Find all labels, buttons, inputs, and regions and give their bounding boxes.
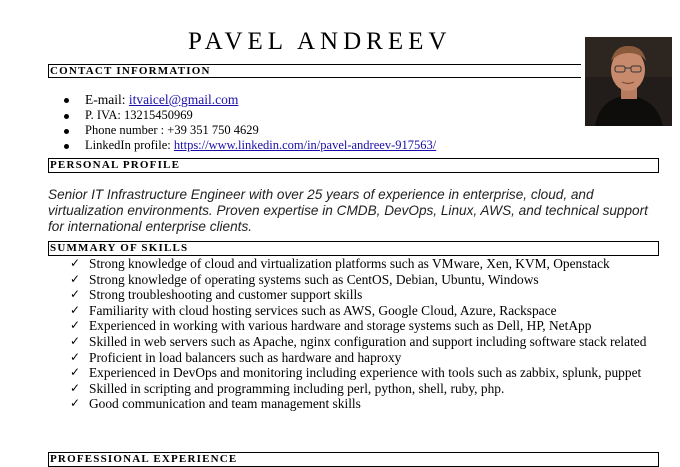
skill-item (48, 365, 663, 381)
profile-section-header: PERSONAL PROFILE (48, 158, 659, 173)
contact-email-item (48, 92, 436, 108)
check-icon: ✓ (70, 287, 81, 302)
linkedin-label: LinkedIn profile: (85, 138, 174, 152)
check-icon: ✓ (70, 302, 81, 317)
skill-text: Good communication and team management skills (89, 396, 361, 412)
contact-phone-item: Phone number : +39 351 750 4629 (48, 123, 436, 138)
check-icon: ✓ (70, 256, 81, 270)
profile-photo (585, 37, 672, 126)
skill-item (48, 303, 663, 319)
check-icon: ✓ (70, 318, 81, 333)
skill-text: Strong knowledge of cloud and virtualization platforms such as VMware, Xen, KVM, Openstack (89, 256, 610, 271)
contact-linkedin-item (48, 138, 436, 153)
contact-list (48, 92, 436, 153)
check-icon: ✓ (70, 380, 81, 395)
skill-item (48, 334, 663, 350)
skill-text: Strong knowledge of operating systems such as CentOS, Debian, Ubuntu, Windows (89, 271, 539, 287)
skill-item (48, 256, 663, 272)
contact-header-rule (48, 77, 581, 78)
profile-summary: Senior IT Infrastructure Engineer with over 25 years of experience in enterprise, cloud, and virtualization environments. Proven expertise in CMDB, DevOps, Linux, AWS, and technical support for international enterprise clients. (48, 187, 648, 234)
skill-item (48, 318, 663, 334)
skill-item (48, 272, 663, 288)
check-icon: ✓ (70, 396, 81, 411)
check-icon: ✓ (70, 349, 81, 364)
skill-text: Experienced in working with various hardware and storage systems such as Dell, HP, NetApp (89, 318, 592, 334)
check-icon: ✓ (70, 271, 81, 286)
skill-text: Skilled in web servers such as Apache, nginx configuration and support including software stack related (89, 333, 647, 349)
skill-text: Experienced in DevOps and monitoring including experience with tools such as zabbix, splunk, puppet (89, 365, 642, 381)
skill-item (48, 396, 663, 412)
check-icon: ✓ (70, 365, 81, 380)
email-label: E-mail: (85, 92, 129, 107)
linkedin-link[interactable]: https://www.linkedin.com/in/pavel-andreev-917563/ (173, 138, 437, 152)
portrait-image (585, 37, 672, 126)
resume-name: PAVEL ANDREEV (188, 28, 452, 55)
experience-section-header: PROFESSIONAL EXPERIENCE (48, 452, 659, 467)
email-link[interactable]: itvaicel@gmail.com (128, 92, 239, 107)
check-icon: ✓ (70, 333, 81, 348)
contact-section-header: CONTACT INFORMATION (48, 64, 581, 78)
skill-item (48, 381, 663, 397)
skill-item (48, 350, 663, 366)
skill-item (48, 287, 663, 303)
contact-piva-item: P. IVA: 13215450969 (48, 108, 436, 123)
skill-text: Familiarity with cloud hosting services such as AWS, Google Cloud, Azure, Rackspace (89, 302, 557, 318)
skill-text: Proficient in load balancers such as hardware and haproxy (89, 349, 402, 365)
skill-text: Skilled in scripting and programming including perl, python, shell, ruby, php. (89, 380, 505, 396)
skills-list (48, 256, 663, 412)
skills-section-header: SUMMARY OF SKILLS (48, 241, 659, 256)
skill-text: Strong troubleshooting and customer support skills (89, 287, 363, 303)
